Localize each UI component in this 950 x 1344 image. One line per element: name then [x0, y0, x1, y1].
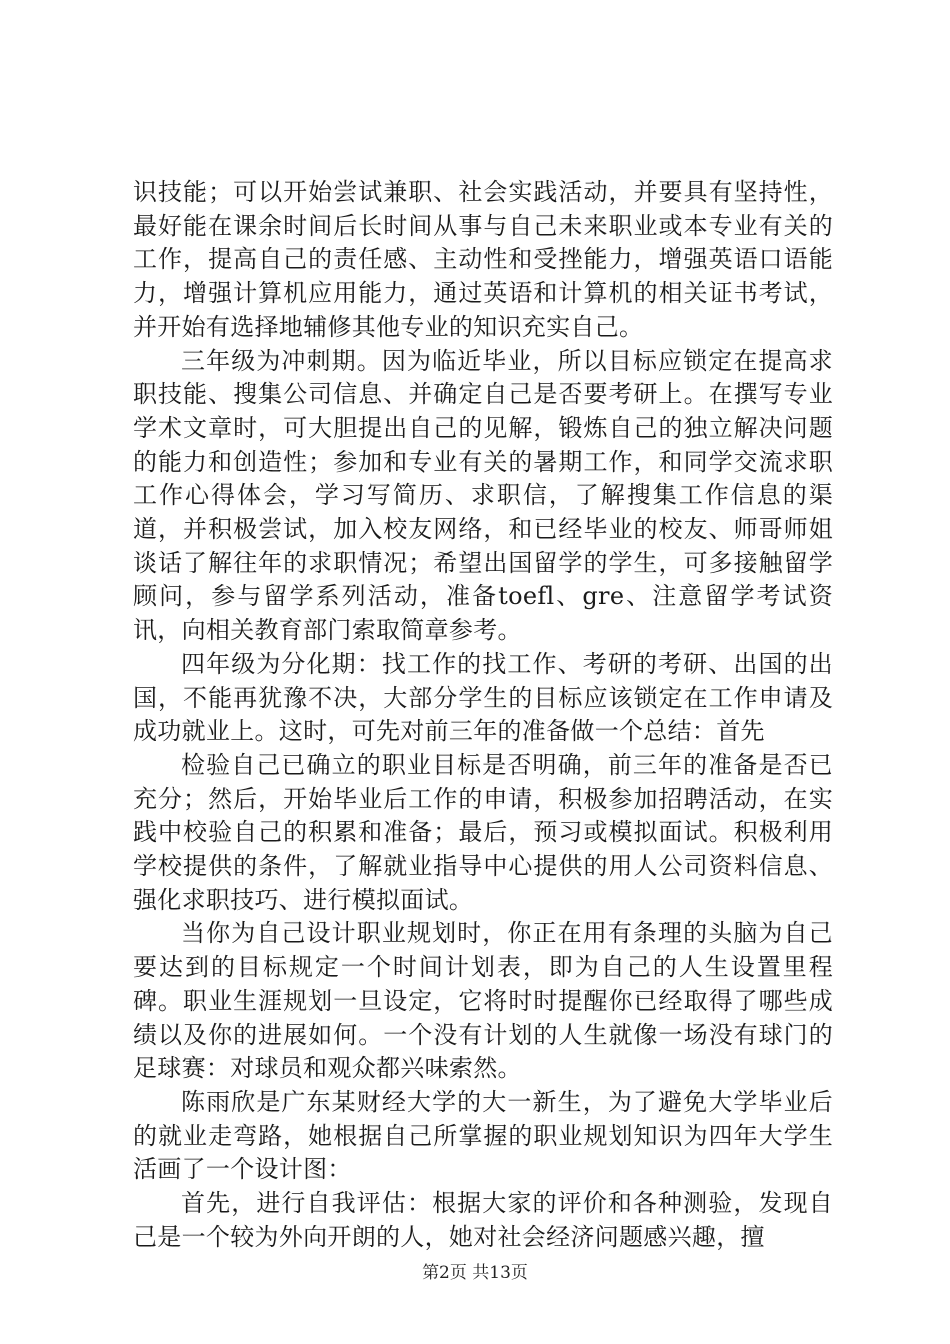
paragraph-career-plan-milestones: 当你为自己设计职业规划时，你正在用有条理的头脑为自己要达到的目标规定一个时间计划表，即为自己的人生设置里程碑。职业生涯规划一旦设定，它将时时提醒你已经取得了哪些成绩以及你的进展如何。一个没有计划的人生就像一场没有球门的足球赛：对球员和观众都兴味索然。	[133, 919, 833, 1083]
paragraph-chen-yuxin: 陈雨欣是广东某财经大学的大一新生，为了避免大学毕业后的就业走弯路，她根据自己所掌握的职业规划知识为四年大学生活画了一个设计图：	[133, 1087, 833, 1184]
paragraph-continuation-skills: 识技能；可以开始尝试兼职、社会实践活动，并要具有坚持性，最好能在课余时间后长时间从事与自己未来职业或本专业有关的工作，提高自己的责任感、主动性和受挫能力，增强英语口语能力，增强计算机应用能力，通过英语和计算机的相关证书考试，并开始有选择地辅修其他专业的知识充实自己。	[133, 178, 833, 341]
paragraph-third-year: 三年级为冲刺期。因为临近毕业，所以目标应锁定在提高求职技能、搜集公司信息、并确定自己是否要考研上。在撰写专业学术文章时，可大胆提出自己的见解，锻炼自己的独立解决问题的能力和创造性；参加和专业有关的暑期工作，和同学交流求职工作心得体会，学习写简历、求职信，了解搜集工作信息的渠道，并积极尝试，加入校友网络，和已经毕业的校友、师哥师姐谈话了解往年的求职情况；希望出国留学的学生，可多接触留学顾问，参与留学系列活动，准备toefl、gre、注意留学考试资讯，向相关教育部门索取简章参考。	[133, 346, 833, 645]
document-body	[133, 176, 833, 1255]
paragraph-fourth-year: 四年级为分化期：找工作的找工作、考研的考研、出国的出国，不能再犹豫不决，大部分学生的目标应该锁定在工作申请及成功就业上。这时，可先对前三年的准备做一个总结：首先	[133, 649, 833, 746]
paragraph-self-assessment: 首先，进行自我评估：根据大家的评价和各种测验，发现自己是一个较为外向开朗的人，她对社会经济问题感兴趣，擅	[133, 1189, 833, 1251]
page-number-footer: 第2页 共13页	[422, 1263, 528, 1283]
paragraph-verify-goals: 检验自己已确立的职业目标是否明确，前三年的准备是否已充分；然后，开始毕业后工作的申请，积极参加招聘活动，在实践中校验自己的积累和准备；最后，预习或模拟面试。积极利用学校提供的条件，了解就业指导中心提供的用人公司资料信息、强化求职技巧、进行模拟面试。	[133, 750, 833, 914]
